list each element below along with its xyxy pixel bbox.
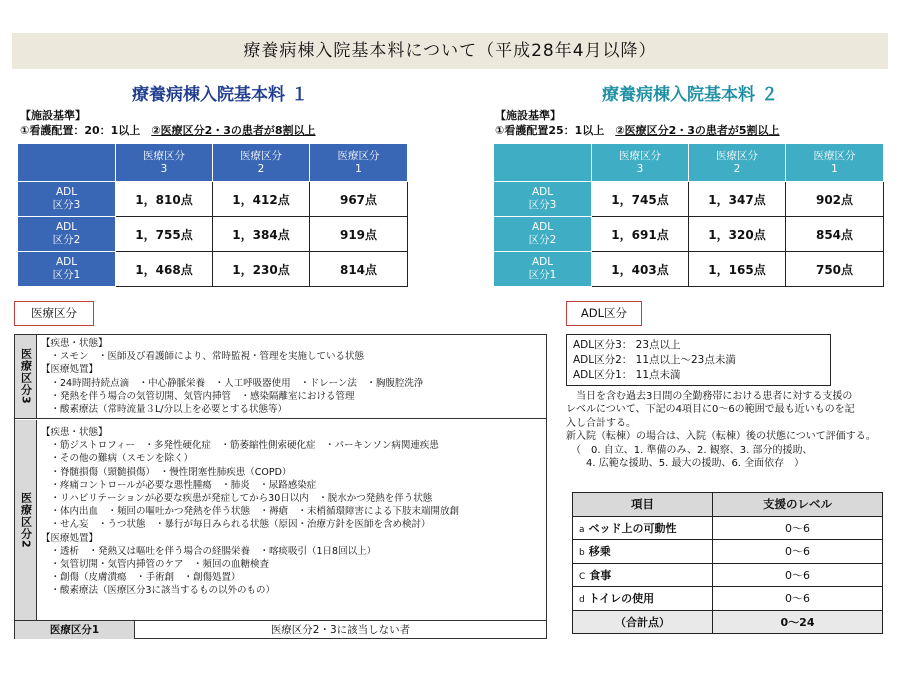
fee2-table [493,143,884,287]
table-row [494,252,884,287]
table-row [573,516,883,540]
fee1-req-b: ②医療区分2・3の患者が8割以上 [151,124,316,137]
fee1-row-header: ADL 区分1 [18,252,116,287]
adl-note-line: レベルについて、下記の4項目に0〜6の範囲で最も近いものを記 [566,404,855,416]
medical-cat2-line: ・その他の難病（スモンを除く） [41,453,194,465]
fee1-cell: 1，468点 [116,252,213,287]
adl-note-line: 入し合計する。 [566,417,636,429]
medical-cat3-line: ・酸素療法（常時流量３L/分以上を必要とする状態等） [41,404,287,416]
adl-support-header-level: 支援のレベル [713,493,883,517]
adl-note-line: （ 0. 自立、1. 準備のみ、2. 観察、3. 部分的援助、 [566,444,813,456]
fee2-cell: 1，745点 [592,182,689,217]
adl-notes [566,390,886,470]
medical-cat3-row [15,335,546,419]
medical-cat3-line: ・24時間持続点滴 ・中心静脈栄養 ・人工呼吸器使用 ・ドレーン法 ・胸腹腔洗浄 [41,377,424,389]
table-row [573,563,883,587]
adl-note-line: 当日を含む過去3日間の全勤務帯における患者に対する支援の [566,391,853,402]
fee2-col-header: 医療区分 1 [786,144,884,182]
table-row [494,182,884,217]
medical-cat2-line: ・リハビリテーションが必要な疾患が発症してから30日以内 ・脱水かつ発熱を伴う状態 [41,493,433,505]
medical-cat2-line: ・体内出血 ・頻回の嘔吐かつ発熱を伴う状態 ・褥瘡 ・末梢循環障害による下肢末端開放創 [41,506,460,518]
adl-item [573,540,713,564]
medical-cat2-line: ・酸素療法（医療区分3に該当するもの以外のもの） [41,585,276,597]
table-row [18,252,408,287]
medical-cat1-label: 医療区分1 [15,621,135,639]
adl-category-label: ADL区分 [566,301,642,326]
adl-item-name: トイレの使用 [588,592,655,606]
adl-item [573,587,713,611]
fee2-cell: 854点 [786,217,884,252]
fee2-cell: 902点 [786,182,884,217]
fee1-corner [18,144,116,182]
medical-cat2-line: 【疾患・状態】 [41,427,108,438]
page-title: 療養病棟入院基本料について（平成28年4月以降） [12,33,888,69]
medical-category-table [14,334,547,639]
adl-support-table [572,492,883,634]
medical-cat3-line: ・スモン ・医師及び看護師により、常時監視・管理を実施している状態 [41,351,365,363]
adl-item-key: d [579,595,585,606]
fee1-title: 療養病棟入院基本料 １ [132,85,308,105]
adl-total-row [573,610,883,634]
fee1-cell: 1，384点 [213,217,310,252]
fee2-row-header: ADL 区分1 [494,252,592,287]
fee1-req-a: ①看護配置：20：1以上 [20,124,152,137]
medical-cat2-line: ・せん妄 ・うつ状態 ・暴行が毎日みられる状態（原因・治療方針を医師を含め検討） [41,519,431,531]
medical-cat2-line: ・創傷（皮膚潰瘍 ・手術創 ・創傷処置） [41,572,241,584]
medical-cat1-row [15,621,546,639]
fee1-header-row [18,144,408,182]
fee1-cell: 1，230点 [213,252,310,287]
fee1-cell: 1，755点 [116,217,213,252]
fee2-cell: 1，320点 [689,217,786,252]
medical-cat2-line: 【医療処置】 [41,532,99,544]
fee2-row-header: ADL 区分2 [494,217,592,252]
adl-item [573,563,713,587]
fee2-req-a: ①看護配置25：1以上 [495,124,616,137]
adl-item-level: 0〜6 [713,516,883,540]
fee2-facility-requirement [495,122,780,138]
adl-item-level: 0〜6 [713,540,883,564]
adl-total-label: （合計点） [573,610,713,634]
medical-cat2-side-label: 医療区分2 [15,420,37,620]
fee1-cell: 814点 [310,252,408,287]
fee1-cell: 1，412点 [213,182,310,217]
fee2-cell: 750点 [786,252,884,287]
adl-item-level: 0〜6 [713,587,883,611]
adl-item-key: b [579,548,585,559]
fee2-header-row [494,144,884,182]
fee2-cell: 1，691点 [592,217,689,252]
fee1-cell: 967点 [310,182,408,217]
adl-item [573,516,713,540]
medical-cat2-content [41,426,542,598]
adl-note-line: 新入院（転棟）の場合は、入院（転棟）後の状態について評価する。 [566,431,876,443]
fee2-cell: 1，347点 [689,182,786,217]
fee1-facility-label: 【施設基準】 [20,109,86,122]
adl-note-line: 4. 広範な援助、5. 最大の援助、6. 全面依存 ） [566,458,805,470]
fee1-col-header: 医療区分 2 [213,144,310,182]
adl-level: ADL区分1： 11点未満 [573,369,681,381]
medical-cat3-line: ・発熱を伴う場合の気管切開、気管内挿管 ・感染隔離室における管理 [41,390,355,402]
medical-cat3-side-label: 医療区分3 [15,335,37,418]
fee2-cell: 1，165点 [689,252,786,287]
adl-item-level: 0〜6 [713,563,883,587]
table-row [18,217,408,252]
fee2-row-header: ADL 区分3 [494,182,592,217]
fee2-corner [494,144,592,182]
medical-cat2-row [15,420,546,621]
fee2-title: 療養病棟入院基本料 ２ [602,85,778,105]
fee2-req-b: ②医療区分2・3の患者が5割以上 [615,124,780,137]
medical-category-label: 医療区分 [14,301,94,326]
table-row [573,540,883,564]
adl-level: ADL区分3： 23点以上 [573,339,681,351]
fee2-col-header: 医療区分 3 [592,144,689,182]
adl-support-header-item: 項目 [573,493,713,517]
medical-cat3-line: 【疾患・状態】 [41,338,108,349]
adl-support-header-row [573,493,883,517]
medical-cat3-line: 【医療処置】 [41,364,99,376]
adl-item-name: 移乗 [588,545,611,559]
medical-cat3-content [41,337,542,416]
table-row [573,587,883,611]
adl-levels-box [566,334,831,386]
adl-level: ADL区分2： 11点以上〜23点未満 [573,354,736,366]
adl-total-level: 0〜24 [713,610,883,634]
fee1-col-header: 医療区分 3 [116,144,213,182]
medical-cat2-line: ・疼痛コントロールが必要な悪性腫瘍 ・肺炎 ・尿路感染症 [41,479,317,491]
medical-cat2-line: ・気管切開・気管内挿管のケア ・頻回の血糖検査 [41,559,270,571]
medical-cat2-line: ・透析 ・発熱又は嘔吐を伴う場合の経腸栄養 ・喀痰吸引（1日8回以上） [41,545,377,557]
table-row [494,217,884,252]
fee1-row-header: ADL 区分2 [18,217,116,252]
fee1-facility-requirement [20,122,316,138]
fee2-facility-label: 【施設基準】 [495,109,561,122]
medical-cat2-line: ・筋ジストロフィー ・多発性硬化症 ・筋萎縮性側索硬化症 ・パーキンソン病関連疾患 [41,440,439,452]
adl-item-name: 食事 [589,568,612,582]
adl-item-key: a [579,524,585,535]
table-row [18,182,408,217]
fee1-row-header: ADL 区分3 [18,182,116,217]
medical-cat2-line: ・脊髄損傷（頸髄損傷） ・慢性閉塞性肺疾患（COPD） [41,466,292,478]
medical-cat1-description: 医療区分2・3に該当しない者 [270,624,411,636]
fee2-col-header: 医療区分 2 [689,144,786,182]
adl-item-name: ベッド上の可動性 [588,521,677,535]
fee1-col-header: 医療区分 1 [310,144,408,182]
adl-item-key: C [579,571,586,582]
fee1-cell: 919点 [310,217,408,252]
fee1-cell: 1，810点 [116,182,213,217]
fee2-cell: 1，403点 [592,252,689,287]
fee1-table [17,143,408,287]
